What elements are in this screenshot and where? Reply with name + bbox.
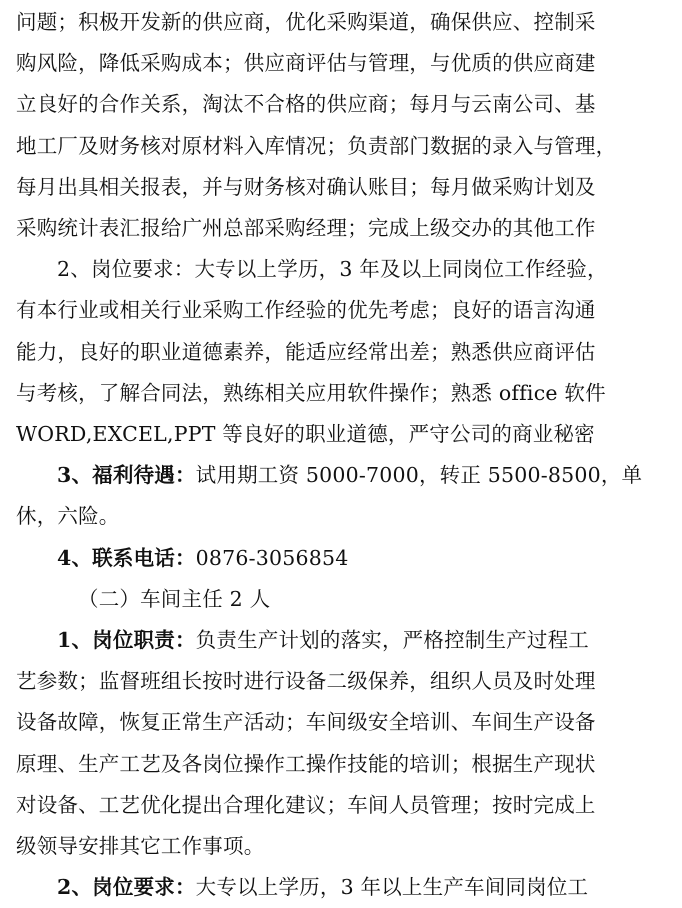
text-run: （二）车间主任 2 人 [78,586,271,611]
text-line [16,826,664,867]
text-run: 问题；积极开发新的供应商，优化采购渠道，确保供应、控制采 [16,10,596,34]
text-run: 艺参数；监督班组长按时进行设备二级保养，组织人员及时处理 [16,669,596,694]
text-run: 每月出具相关报表，并与财务核对确认账目；每月做采购计划及 [16,174,596,199]
text-line [16,414,664,455]
text-run: 休，六险。 [16,504,120,529]
text-run: 采购统计表汇报给广州总部采购经理；完成上级交办的其他工作 [16,216,596,241]
bold-label: 3、福利待遇： [57,463,196,488]
text-run: 与考核，了解合同法，熟练相关应用软件操作；熟悉 office 软件 [16,380,606,405]
text-line [16,620,664,661]
text-run: 原理、生产工艺及各岗位操作工操作技能的培训；根据生产现状 [16,751,596,776]
text-run: 对设备、工艺优化提出合理化建议；车间人员管理；按时完成上 [16,792,596,817]
text-run: 地工厂及财务核对原材料入库情况；负责部门数据的录入与管理， [16,133,617,158]
text-line [16,84,664,125]
text-line [16,785,664,826]
text-run: 0876-3056854 [195,545,349,570]
text-line [16,702,664,743]
text-run: 负责生产计划的落实，严格控制生产过程工 [195,628,589,653]
text-run: 有本行业或相关行业采购工作经验的优先考虑；良好的语言沟通 [16,298,596,323]
text-line [16,249,664,290]
text-run: 购风险，降低采购成本；供应商评估与管理，与优质的供应商建 [16,51,596,76]
text-line [16,126,664,167]
text-line [16,455,664,496]
text-line [16,744,664,785]
text-run: WORD,EXCEL,PPT 等良好的职业道德，严守公司的商业秘密 [16,422,595,447]
text-run: 设备故障，恢复正常生产活动；车间级安全培训、车间生产设备 [16,710,596,735]
text-line [16,208,664,249]
text-line [16,167,664,208]
text-line [16,2,664,43]
text-line [16,661,664,702]
text-line [16,290,664,331]
text-line [16,538,664,579]
text-run: 能力，良好的职业道德素养，能适应经常出差；熟悉供应商评估 [16,339,596,364]
text-line [16,579,664,620]
text-line [16,373,664,414]
bold-label: 1、岗位职责： [57,628,196,653]
text-run: 级领导安排其它工作事项。 [16,834,265,859]
text-line [16,496,664,537]
text-run: 大专以上学历，3 年以上生产车间同岗位工 [195,875,589,900]
bold-label: 4、联系电话： [57,545,196,570]
bold-label: 2、岗位要求： [57,875,196,900]
text-run: 试用期工资 5000-7000，转正 5500-8500，单 [195,463,643,488]
text-line [16,332,664,373]
text-run: 立良好的合作关系，淘汰不合格的供应商；每月与云南公司、基 [16,92,596,117]
text-run: 2、岗位要求：大专以上学历，3 年及以上同岗位工作经验， [57,257,608,282]
text-line [16,43,664,84]
